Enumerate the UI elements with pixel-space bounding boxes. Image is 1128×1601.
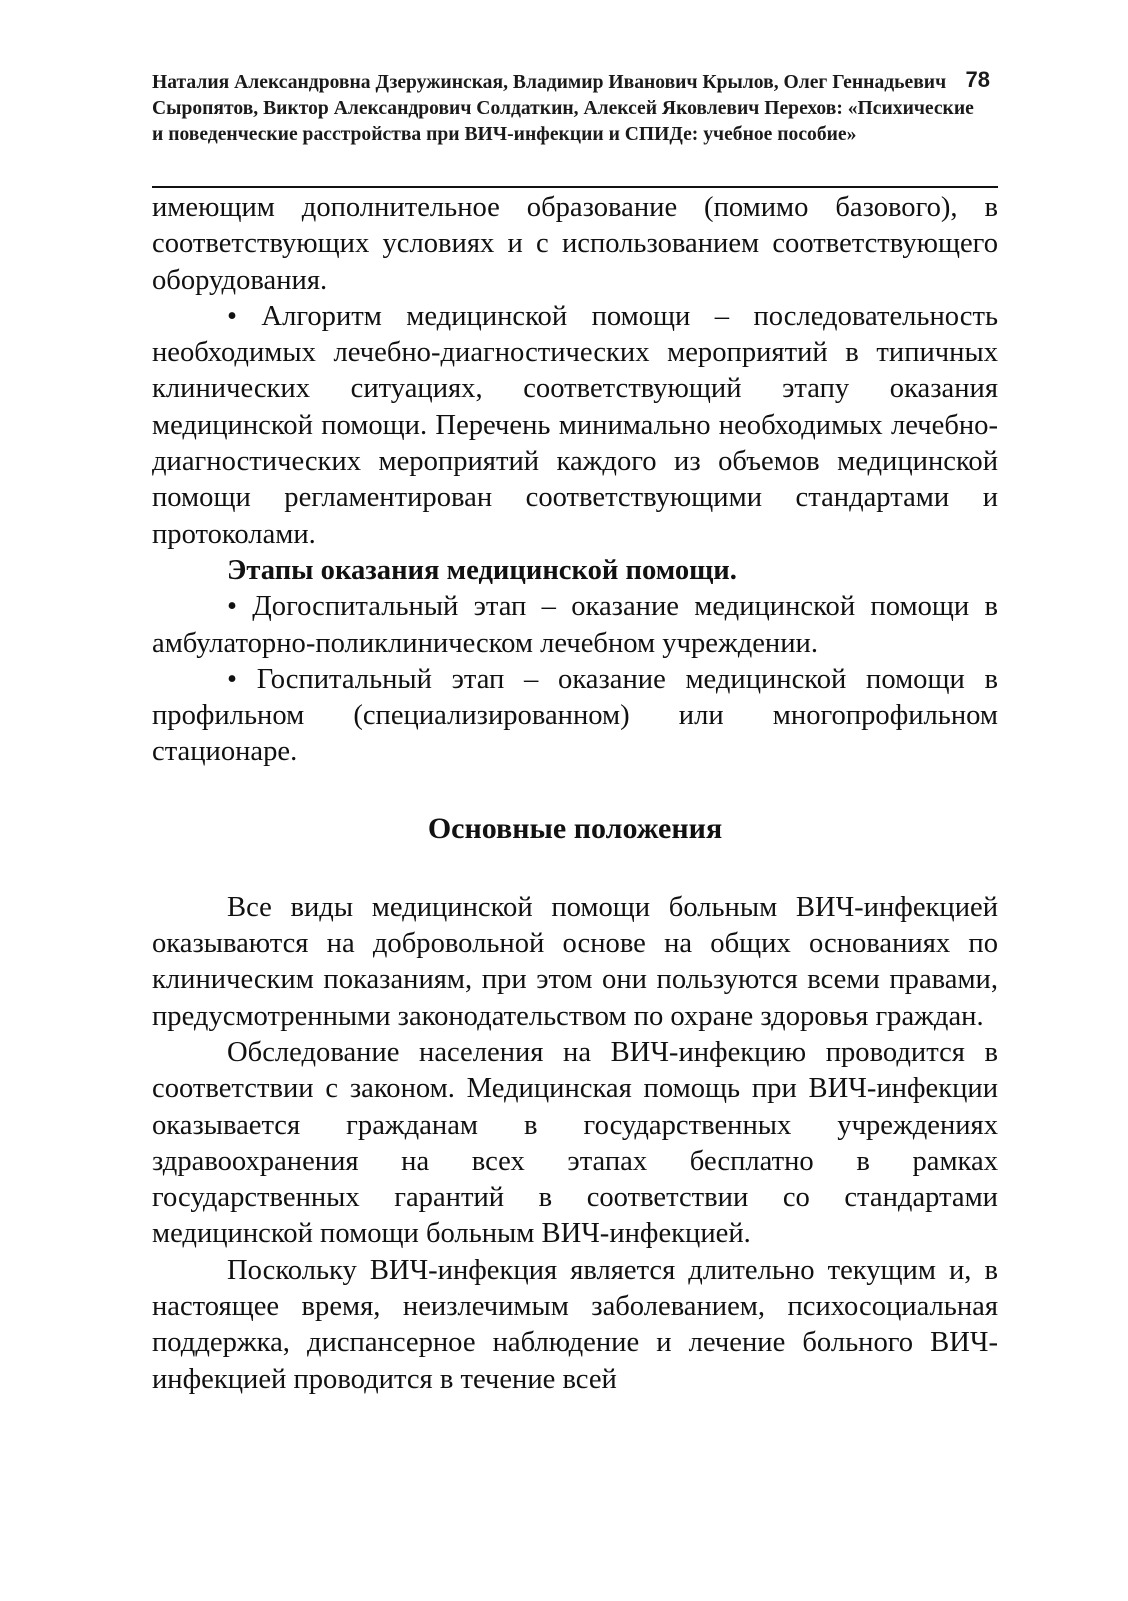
stages-heading: Этапы оказания медицинской помощи.	[227, 554, 737, 586]
page-body	[152, 190, 998, 1398]
section-title: Основные положения	[427, 811, 723, 845]
paragraph-examination: Обследование населения на ВИЧ-инфекцию проводится в соответствии с законом. Медицинская помощь при ВИЧ-инфекции оказывается гражданам в государственных учреждениях здравоохранения на всех этапах бесплатно в рамках государственных гарантий в соответствии со стандартами медицинской помощи больным ВИЧ-инфекцией.	[152, 1036, 998, 1250]
header-rule	[152, 186, 998, 188]
paragraph-all-types: Все виды медицинской помощи больным ВИЧ-инфекцией оказываются на добровольной основе на общих основаниях по клиническим показаниям, при этом они пользуются всеми правами, предусмотренными законодательством по охране здоровья граждан.	[152, 891, 998, 1032]
page-number: 78	[965, 67, 990, 92]
bullet-hospital-stage: • Госпитальный этап – оказание медицинской помощи в профильном (специализированном) или многопрофильном стационаре.	[152, 663, 998, 768]
running-header	[152, 67, 998, 148]
bullet-prehospital-stage: • Догоспитальный этап – оказание медицинской помощи в амбулаторно-поликлиническом лечебном учреждении.	[152, 591, 998, 659]
paragraph-continuation: имеющим дополнительное образование (помимо базового), в соответствующих условиях и с использованием соответствующего оборудования.	[152, 192, 998, 296]
header-citation: Наталия Александровна Дзеружинская, Владимир Иванович Крылов, Олег Геннадьевич Сыропятов, Виктор Александрович Солдаткин, Алексей Яковлевич Перехов: «Психические и поведенческие расстройства при ВИЧ-инфекции и СПИДе: учебное пособие»	[152, 72, 974, 145]
paragraph-lifelong-care: Поскольку ВИЧ-инфекция является длительно текущим и, в настоящее время, неизлечимым заболеванием, психосоциальная поддержка, диспансерное наблюдение и лечение больного ВИЧ-инфекцией проводится в течение всей	[152, 1254, 998, 1395]
bullet-algorithm: • Алгоритм медицинской помощи – последовательность необходимых лечебно-диагностических мероприятий в типичных клинических ситуациях, соответствующий этапу оказания медицинской помощи. Перечень минимально необходимых лечебно-диагностических мероприятий каждого из объемов медицинской помощи регламентирован соответствующими стандартами и протоколами.	[152, 300, 998, 550]
